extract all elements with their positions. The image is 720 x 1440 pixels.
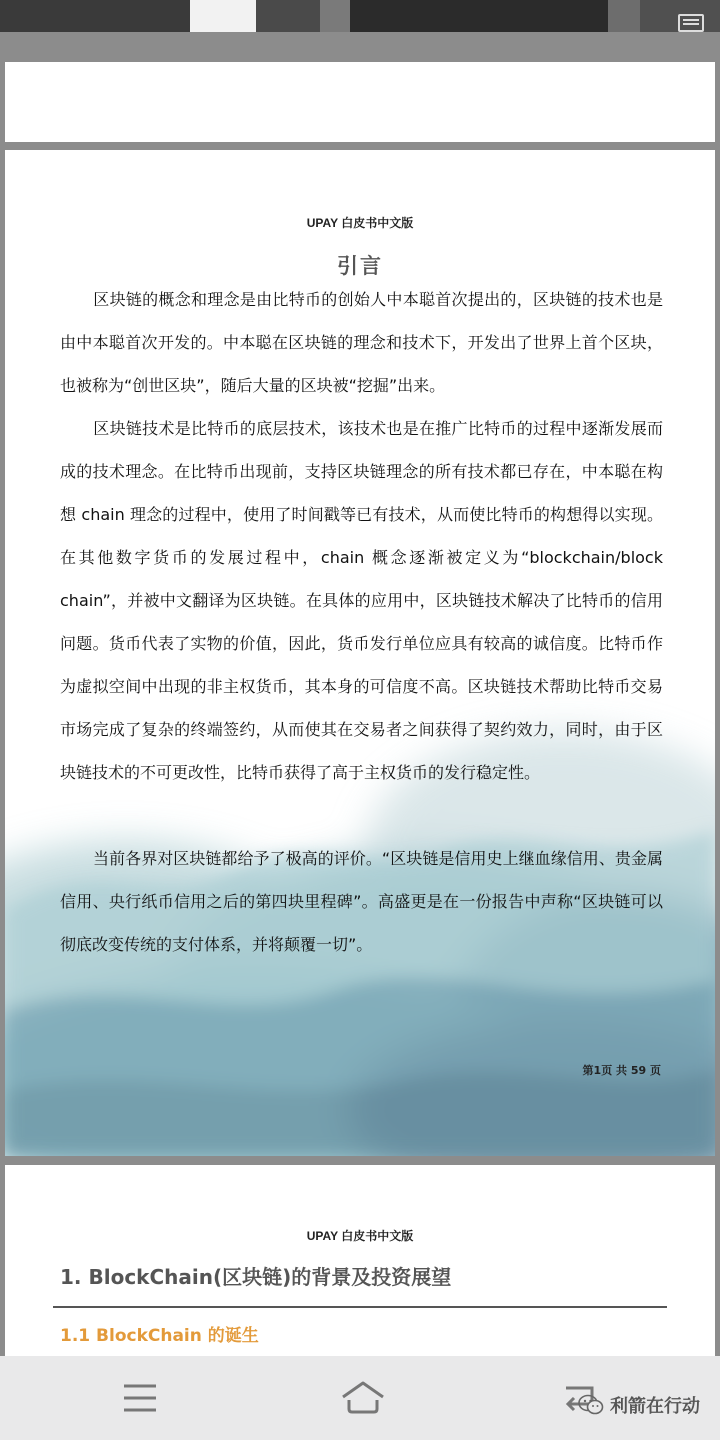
paragraph-2-text: 区块链技术是比特币的底层技术，该技术也是在推广比特币的过程中逐渐发展而成的技术理念。在比特币出现前，支持区块链理念的所有技术都已存在，中本聪在构想 chain 理念的过程中，使用了时间戳等已有技术，从而使比特币的构想得以实现。在其他数字货币的发展过程中，chain 概念逐渐被定义为“blockchain/block chain”，并被中文翻译为区块链。在具体的应用中，区块链技术解决了比特币的信用问题。货币代表了实物的价值，因此，货币发行单位应具有较高的诚信度。比特币作为虚拟空间中出现的非主权货币，其本身的可信度不高。区块链技术帮助比特币交易市场完成了复杂的终端签约，从而使其在交易者之间获得了契约效力，同时，由于区块链技术的不可更改性，比特币获得了高于主权货币的发行稳定性。 (60, 419, 663, 782)
home-icon (340, 1378, 386, 1418)
status-bar (0, 0, 720, 32)
document-page-1 (5, 150, 715, 1156)
home-button[interactable] (315, 1356, 405, 1440)
menu-button[interactable] (95, 1356, 185, 1440)
previous-page (5, 62, 715, 142)
watermark-text: 利箭在行动 (610, 1396, 700, 1417)
page-number: 第1页 共 59 页 (582, 1064, 661, 1077)
paragraph-1 (60, 278, 663, 407)
wechat-icon (578, 1394, 604, 1416)
subsection-title: 1.1 BlockChain 的诞生 (60, 1326, 259, 1346)
section-title: 1. BlockChain(区块链)的背景及投资展望 (60, 1265, 452, 1289)
document-page-2 (5, 1165, 715, 1365)
document-header: UPAY 白皮书中文版 (306, 216, 414, 230)
section-divider (53, 1306, 667, 1308)
page-title: 引言 (337, 254, 383, 278)
document-header-2: UPAY 白皮书中文版 (306, 1229, 414, 1243)
watermark (578, 1392, 700, 1418)
paragraph-2 (60, 407, 663, 794)
paragraph-3 (60, 837, 663, 966)
paragraph-3-text: 当前各界对区块链都给予了极高的评价。“区块链是信用史上继血缘信用、贵金属信用、央行纸币信用之后的第四块里程碑”。高盛更是在一份报告中声称“区块链可以彻底改变传统的支付体系，并将颠覆一切”。 (60, 849, 663, 954)
menu-icon[interactable] (678, 14, 704, 32)
paragraph-1-text: 区块链的概念和理念是由比特币的创始人中本聪首次提出的，区块链的技术也是由中本聪首次开发的。中本聪在区块链的理念和技术下，开发出了世界上首个区块，也被称为“创世区块”，随后大量的区块被“挖掘”出来。 (60, 290, 663, 395)
menu-icon (120, 1378, 160, 1418)
